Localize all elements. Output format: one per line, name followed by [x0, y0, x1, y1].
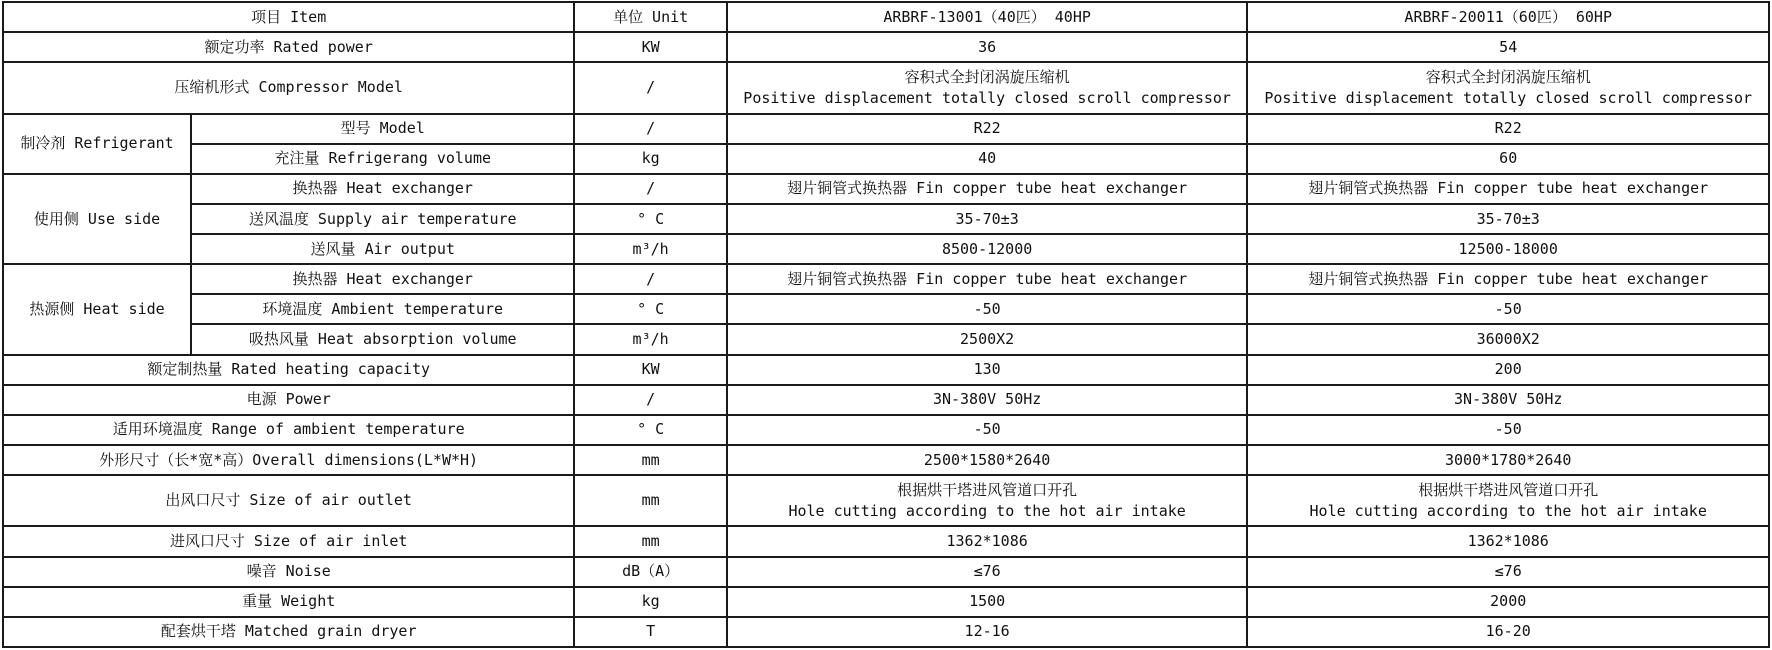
value-line-en: Positive displacement totally closed scroll compressor	[1264, 88, 1753, 107]
table-row	[3, 617, 1769, 647]
row-value-1: 1500	[727, 587, 1248, 617]
row-value-2: 2000	[1247, 587, 1769, 617]
row-value-2: 翅片铜管式换热器 Fin copper tube heat exchanger	[1247, 174, 1769, 204]
row-unit: /	[574, 264, 727, 294]
row-value-1: R22	[727, 114, 1248, 144]
row-value-1: -50	[727, 415, 1248, 445]
row-unit: mm	[574, 526, 727, 556]
row-value-1: 130	[727, 355, 1248, 385]
row-value-1: 8500-12000	[727, 234, 1248, 264]
row-value-2: 16-20	[1247, 617, 1769, 647]
row-label: 吸热风量 Heat absorption volume	[191, 324, 574, 354]
spec-table	[2, 1, 1770, 648]
row-label: 适用环境温度 Range of ambient temperature	[3, 415, 574, 445]
row-label: 外形尺寸（长*宽*高）Overall dimensions(L*W*H)	[3, 445, 574, 475]
row-unit: T	[574, 617, 727, 647]
row-value-1: 2500*1580*2640	[727, 445, 1248, 475]
row-label: 配套烘干塔 Matched grain dryer	[3, 617, 574, 647]
row-label: 环境温度 Ambient temperature	[191, 294, 574, 324]
table-row	[3, 62, 1769, 113]
row-label: 送风量 Air output	[191, 234, 574, 264]
table-row	[3, 264, 1769, 294]
table-row	[3, 294, 1769, 324]
value-line-cn: 根据烘干塔进风管道口开孔	[1418, 480, 1599, 499]
header-model-2: ARBRF-20011（60匹） 60HP	[1247, 2, 1769, 32]
row-unit: KW	[574, 32, 727, 62]
row-unit: kg	[574, 144, 727, 174]
row-value-2: 200	[1247, 355, 1769, 385]
row-label: 换热器 Heat exchanger	[191, 264, 574, 294]
row-value-1: 12-16	[727, 617, 1248, 647]
table-row	[3, 475, 1769, 526]
row-unit: mm	[574, 475, 727, 526]
table-row	[3, 355, 1769, 385]
row-value-2: -50	[1247, 415, 1769, 445]
row-value-2: R22	[1247, 114, 1769, 144]
table-row	[3, 557, 1769, 587]
row-label: 充注量 Refrigerang volume	[191, 144, 574, 174]
row-label: 型号 Model	[191, 114, 574, 144]
row-unit: /	[574, 174, 727, 204]
row-label: 额定制热量 Rated heating capacity	[3, 355, 574, 385]
group-label-use-side: 使用侧 Use side	[3, 174, 191, 264]
table-row	[3, 526, 1769, 556]
row-value-1	[727, 62, 1248, 113]
row-value-1: 翅片铜管式换热器 Fin copper tube heat exchanger	[727, 174, 1248, 204]
value-line-cn: 容积式全封闭涡旋压缩机	[904, 67, 1070, 86]
row-value-1: -50	[727, 294, 1248, 324]
table-row	[3, 204, 1769, 234]
row-value-2: ≤76	[1247, 557, 1769, 587]
table-row	[3, 32, 1769, 62]
value-line-en: Hole cutting according to the hot air intake	[1309, 501, 1707, 520]
value-line-en: Hole cutting according to the hot air intake	[788, 501, 1186, 520]
header-model-1: ARBRF-13001（40匹） 40HP	[727, 2, 1248, 32]
row-label: 送风温度 Supply air temperature	[191, 204, 574, 234]
row-label: 电源 Power	[3, 385, 574, 415]
group-label-heat-side: 热源侧 Heat side	[3, 264, 191, 354]
table-row	[3, 445, 1769, 475]
row-label: 噪音 Noise	[3, 557, 574, 587]
row-unit: m³/h	[574, 234, 727, 264]
row-value-2: 60	[1247, 144, 1769, 174]
row-value-1: 3N-380V 50Hz	[727, 385, 1248, 415]
row-unit: kg	[574, 587, 727, 617]
row-value-2: 35-70±3	[1247, 204, 1769, 234]
table-row	[3, 174, 1769, 204]
header-item: 项目 Item	[3, 2, 574, 32]
row-value-1	[727, 475, 1248, 526]
table-row	[3, 114, 1769, 144]
row-unit: /	[574, 385, 727, 415]
table-row	[3, 144, 1769, 174]
row-value-1: 36	[727, 32, 1248, 62]
row-value-2: 54	[1247, 32, 1769, 62]
row-value-2: 36000X2	[1247, 324, 1769, 354]
row-unit: m³/h	[574, 324, 727, 354]
row-value-2: 1362*1086	[1247, 526, 1769, 556]
row-value-1: 35-70±3	[727, 204, 1248, 234]
row-unit: /	[574, 114, 727, 144]
header-row	[3, 2, 1769, 32]
row-label: 压缩机形式 Compressor Model	[3, 62, 574, 113]
table-row	[3, 234, 1769, 264]
row-value-2: 3N-380V 50Hz	[1247, 385, 1769, 415]
table-row	[3, 415, 1769, 445]
row-value-2	[1247, 62, 1769, 113]
table-row	[3, 385, 1769, 415]
row-value-2	[1247, 475, 1769, 526]
row-unit: mm	[574, 445, 727, 475]
row-value-1: 2500X2	[727, 324, 1248, 354]
row-value-2: 3000*1780*2640	[1247, 445, 1769, 475]
table-row	[3, 587, 1769, 617]
row-value-2: 翅片铜管式换热器 Fin copper tube heat exchanger	[1247, 264, 1769, 294]
row-unit: KW	[574, 355, 727, 385]
row-value-2: -50	[1247, 294, 1769, 324]
table-row	[3, 324, 1769, 354]
row-value-1: 1362*1086	[727, 526, 1248, 556]
row-unit: ° C	[574, 415, 727, 445]
row-unit: dB（A）	[574, 557, 727, 587]
header-unit: 单位 Unit	[574, 2, 727, 32]
row-label: 进风口尺寸 Size of air inlet	[3, 526, 574, 556]
row-value-1: 40	[727, 144, 1248, 174]
value-line-cn: 根据烘干塔进风管道口开孔	[897, 480, 1078, 499]
row-unit: ° C	[574, 294, 727, 324]
row-label: 重量 Weight	[3, 587, 574, 617]
row-unit: ° C	[574, 204, 727, 234]
row-value-2: 12500-18000	[1247, 234, 1769, 264]
row-unit: /	[574, 62, 727, 113]
row-label: 出风口尺寸 Size of air outlet	[3, 475, 574, 526]
row-value-1: ≤76	[727, 557, 1248, 587]
row-label: 换热器 Heat exchanger	[191, 174, 574, 204]
value-line-en: Positive displacement totally closed scroll compressor	[743, 88, 1231, 107]
row-label: 额定功率 Rated power	[3, 32, 574, 62]
row-value-1: 翅片铜管式换热器 Fin copper tube heat exchanger	[727, 264, 1248, 294]
group-label-refrigerant: 制冷剂 Refrigerant	[3, 114, 191, 174]
value-line-cn: 容积式全封闭涡旋压缩机	[1425, 67, 1591, 86]
